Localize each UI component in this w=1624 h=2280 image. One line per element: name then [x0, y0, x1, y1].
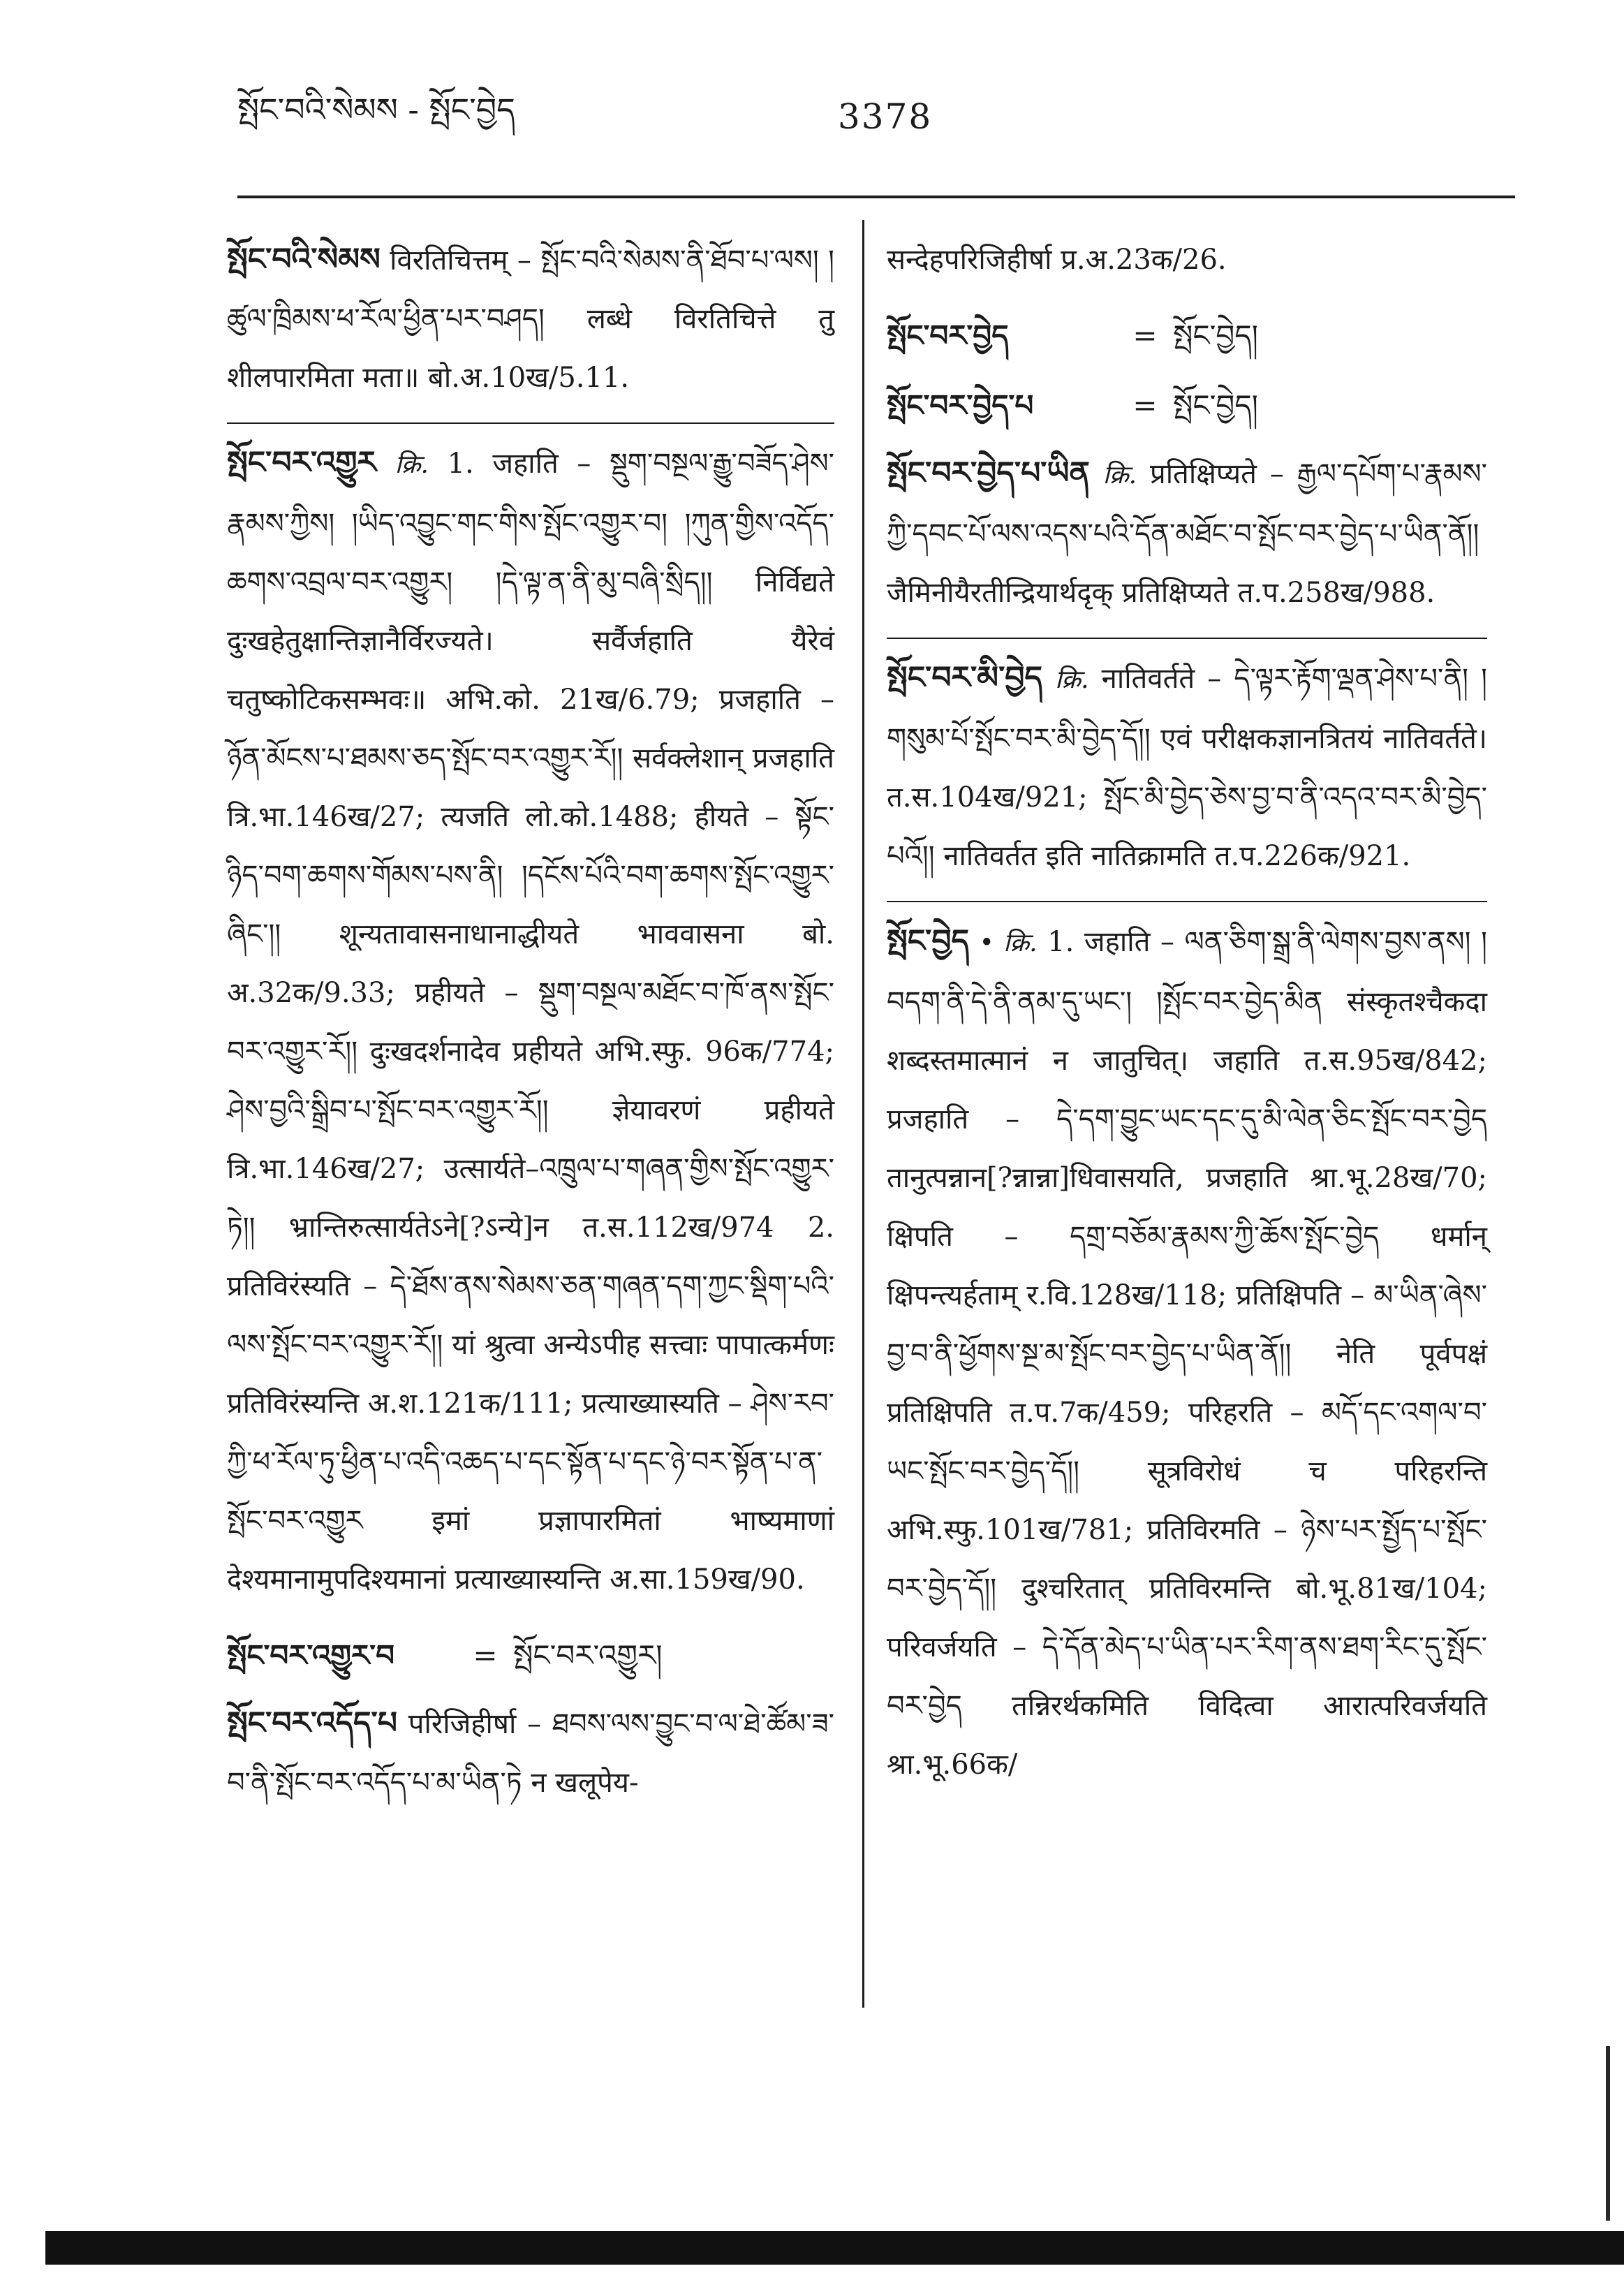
entry-headword: སྤོང་བྱེད	[887, 923, 970, 959]
grammar-label: क्रि.	[1055, 665, 1089, 694]
crossref-target: སྤོང་བྱེད།	[1173, 318, 1258, 353]
crossref-target: སྤོང་བར་འགྱུར།	[513, 1638, 663, 1672]
right-column	[887, 230, 1487, 1809]
entry-definition: 1. जहाति – སྡུག་བསྔལ་རྒྱུ་བཟོད་ཤེས་རྣམས་ཀྱིས། །ཡིད་འབྱུང་གང་གིས་སྤོང་འགྱུར་བ། །ཀུན་གྱིས་འདོད་ཆགས་འབྲལ་བར་འགྱུར། །དེ་ལྟ་ན་ནི་མུ་བཞི་སྲིད།། निर्विद्यते दुःखहेतुक्षान्तिज्ञानैर्विरज्यते। सर्वैर्जहाति यैरेवं चतुष्कोटिकसम्भवः॥ अभि.को. 21ख/6.79; प्रजहाति – ཉོན་མོངས་པ་ཐམས་ཅད་སྤོང་བར་འགྱུར་རོ།། सर्वक्लेशान् प्रजहाति त्रि.भा.146ख/27; त्यजति लो.को.1488; हीयते – སྟོང་ཉིད་བག་ཆགས་གོམས་པས་ནི། །དངོས་པོའི་བག་ཆགས་སྤོང་འགྱུར་ཞིང་།། शून्यतावासनाधानाद्धीयते भाववासना बो. अ.32क/9.33; प्रहीयते – སྡུག་བསྔལ་མཐོང་བ་ཁོ་ནས་སྤོང་བར་འགྱུར་རོ།། दुःखदर्शनादेव प्रहीयते अभि.स्फु. 96क/774; ཤེས་བྱའི་སྒྲིབ་པ་སྤོང་བར་འགྱུར་རོ།། ज्ञेयावरणं प्रहीयते त्रि.भा.146ख/27; उत्सार्यते–འཁྲུལ་པ་གཞན་གྱིས་སྤོང་འགྱུར་ཏེ།། भ्रान्तिरुत्सार्यतेऽने[?ऽन्ये]न त.स.112ख/974 2. प्रतिविरंस्यति – དེ་ཐོས་ནས་སེམས་ཅན་གཞན་དག་ཀྱང་སྡིག་པའི་ལས་སྤོང་བར་འགྱུར་རོ།། यां श्रुत्वा अन्येऽपीह सत्त्वाः पापात्कर्मणः प्रतिविरंस्यन्ति अ.श.121क/111; प्रत्याख्यास्यति – ཤེས་རབ་ཀྱི་ཕ་རོལ་ཏུ་ཕྱིན་པ་འདི་འཆད་པ་དང་སྟོན་པ་དང་ཉེ་བར་སྟོན་པ་ན་སྤོང་བར་འགྱུར इमां प्रज्ञापारमितां भाष्यमाणां देश्यमानामुपदिश्यमानां प्रत्याख्यास्यन्ति अ.सा.159ख/90.	[227, 448, 834, 1596]
dictionary-entry	[227, 422, 834, 1609]
left-column	[227, 230, 834, 1827]
entry-headword: སྤོང་བའི་སེམས	[227, 242, 381, 277]
entry-headword: སྤོང་བར་མི་བྱེད	[887, 660, 1042, 696]
entry-definition: परिजिहीर्षा – ཐབས་ལས་བྱུང་བ་ལ་ཐེ་ཚོམ་ཟ་བ་ནི་སྤོང་བར་འདོད་པ་མ་ཡིན་ཏེ न खलूपेय-	[227, 1708, 834, 1799]
entry-definition: प्रतिक्षिप्यते – རྒྱལ་དཔོག་པ་རྣམས་ཀྱི་དབང་པོ་ལས་འདས་པའི་དོན་མཐོང་བ་སྤོང་བར་བྱེད་པ་ཡིན་ནོ།། जैमिनीयैरतीन्द्रियार्थदृक् प्रतिक्षिप्यते त.प.258ख/988.	[887, 458, 1488, 609]
dictionary-entry	[887, 444, 1487, 622]
crossref-equals: =	[473, 1638, 498, 1672]
scan-edge-mark	[1606, 2046, 1610, 2221]
column-divider	[862, 220, 864, 2008]
entry-continuation: सन्देहपरिजिहीर्षा प्र.अ.23क/26.	[887, 244, 1227, 276]
entry-definition: विरतिचित्तम् – སྤོང་བའི་སེམས་ནི་ཐོབ་པ་ལས། །ཚུལ་ཁྲིམས་ཕ་རོལ་ཕྱིན་པར་བཤད། लब्धे विरतिचित्ते तु शीलपारमिता मता॥ बो.अ.10ख/5.11.	[227, 244, 835, 394]
crossref-equals: =	[1132, 388, 1158, 422]
crossref-term: སྤོང་བར་འགྱུར་བ	[227, 1638, 394, 1672]
entry-headword: སྤོང་བར་འགྱུར	[227, 445, 376, 480]
dictionary-entry	[887, 901, 1487, 1794]
grammar-label: क्रि.	[394, 450, 429, 479]
page-header	[237, 84, 1415, 161]
entry-headword: སྤོང་བར་འདོད་པ	[227, 1705, 397, 1741]
crossref-term: སྤོང་བར་བྱེད	[887, 318, 1009, 353]
cross-reference	[887, 374, 1487, 437]
cross-reference	[227, 1624, 834, 1687]
crossref-term: སྤོང་བར་བྱེད་པ	[887, 388, 1034, 422]
dictionary-entry	[227, 230, 834, 407]
entry-definition: नातिवर्तते – དེ་ལྟར་རྟོག་ལྡན་ཤེས་པ་ནི། །གསུམ་པོ་སྤོང་བར་མི་བྱེད་དོ།། एवं परीक्षकज्ञानत्रितयं नातिवर्तते। त.स.104ख/921; སྤོང་མི་བྱེད་ཅེས་བྱ་བ་ནི་འདའ་བར་མི་བྱེད་པའོ།། नातिवर्तत इति नातिक्रामति त.प.226क/921.	[887, 663, 1487, 872]
crossref-target: སྤོང་བྱེད།	[1173, 388, 1258, 422]
running-head: སྤོང་བའི་སེམས - སྤོང་བྱེད	[237, 91, 515, 128]
header-rule	[237, 196, 1515, 198]
grammar-label: क्रि.	[1102, 461, 1137, 490]
entry-headword: སྤོང་བར་བྱེད་པ་ཡིན	[887, 455, 1090, 491]
scan-bottom-bar	[45, 2231, 1624, 2265]
dictionary-entry	[887, 638, 1487, 885]
grammar-label: • क्रि.	[979, 929, 1038, 957]
crossref-equals: =	[1132, 318, 1158, 353]
entry-definition: 1. जहाति – ལན་ཅིག་སྒྲ་ནི་ལེགས་བྱས་ནས། །བདག་ནི་དེ་ནི་ནམ་དུ་ཡང་། །སྤོང་བར་བྱེད་མིན संस्कृतश्चैकदा शब्दस्तमात्मानं न जातुचित्। जहाति त.स.95ख/842; प्रजहाति – དེ་དག་བྱུང་ཡང་དང་དུ་མི་ལེན་ཅིང་སྤོང་བར་བྱེད तानुत्पन्नान[?न्नान्ना]धिवासयति, प्रजहाति श्रा.भू.28ख/70; क्षिपति – དགྲ་བཅོམ་རྣམས་ཀྱི་ཆོས་སྤོང་བྱེད धर्मान् क्षिपन्त्यर्हताम् र.वि.128ख/118; प्रतिक्षिपति – མ་ཡིན་ཞེས་བྱ་བ་ནི་ཕྱོགས་སྔ་མ་སྤོང་བར་བྱེད་པ་ཡིན་ནོ།། नेति पूर्वपक्षं प्रतिक्षिपति त.प.7क/459; परिहरति – མདོ་དང་འགལ་བ་ཡང་སྤོང་བར་བྱེད་དོ།། सूत्रविरोधं च परिहरन्ति अभि.स्फु.101ख/781; प्रतिविरमति – ཉེས་པར་སྤྱོད་པ་སྤོང་བར་བྱེད་དོ།། दुश्चरितात् प्रतिविरमन्ति बो.भू.81ख/104; परिवर्जयति – དེ་དོན་མེད་པ་ཡིན་པར་རིག་ནས་ཐག་རིང་དུ་སྤོང་བར་བྱེད तन्निरर्थकमिति विदित्वा आरात्परिवर्जयति श्रा.भू.66क/	[887, 926, 1488, 1781]
cross-reference	[887, 304, 1487, 367]
dictionary-entry	[227, 1694, 834, 1812]
page-number: 3378	[838, 96, 933, 137]
